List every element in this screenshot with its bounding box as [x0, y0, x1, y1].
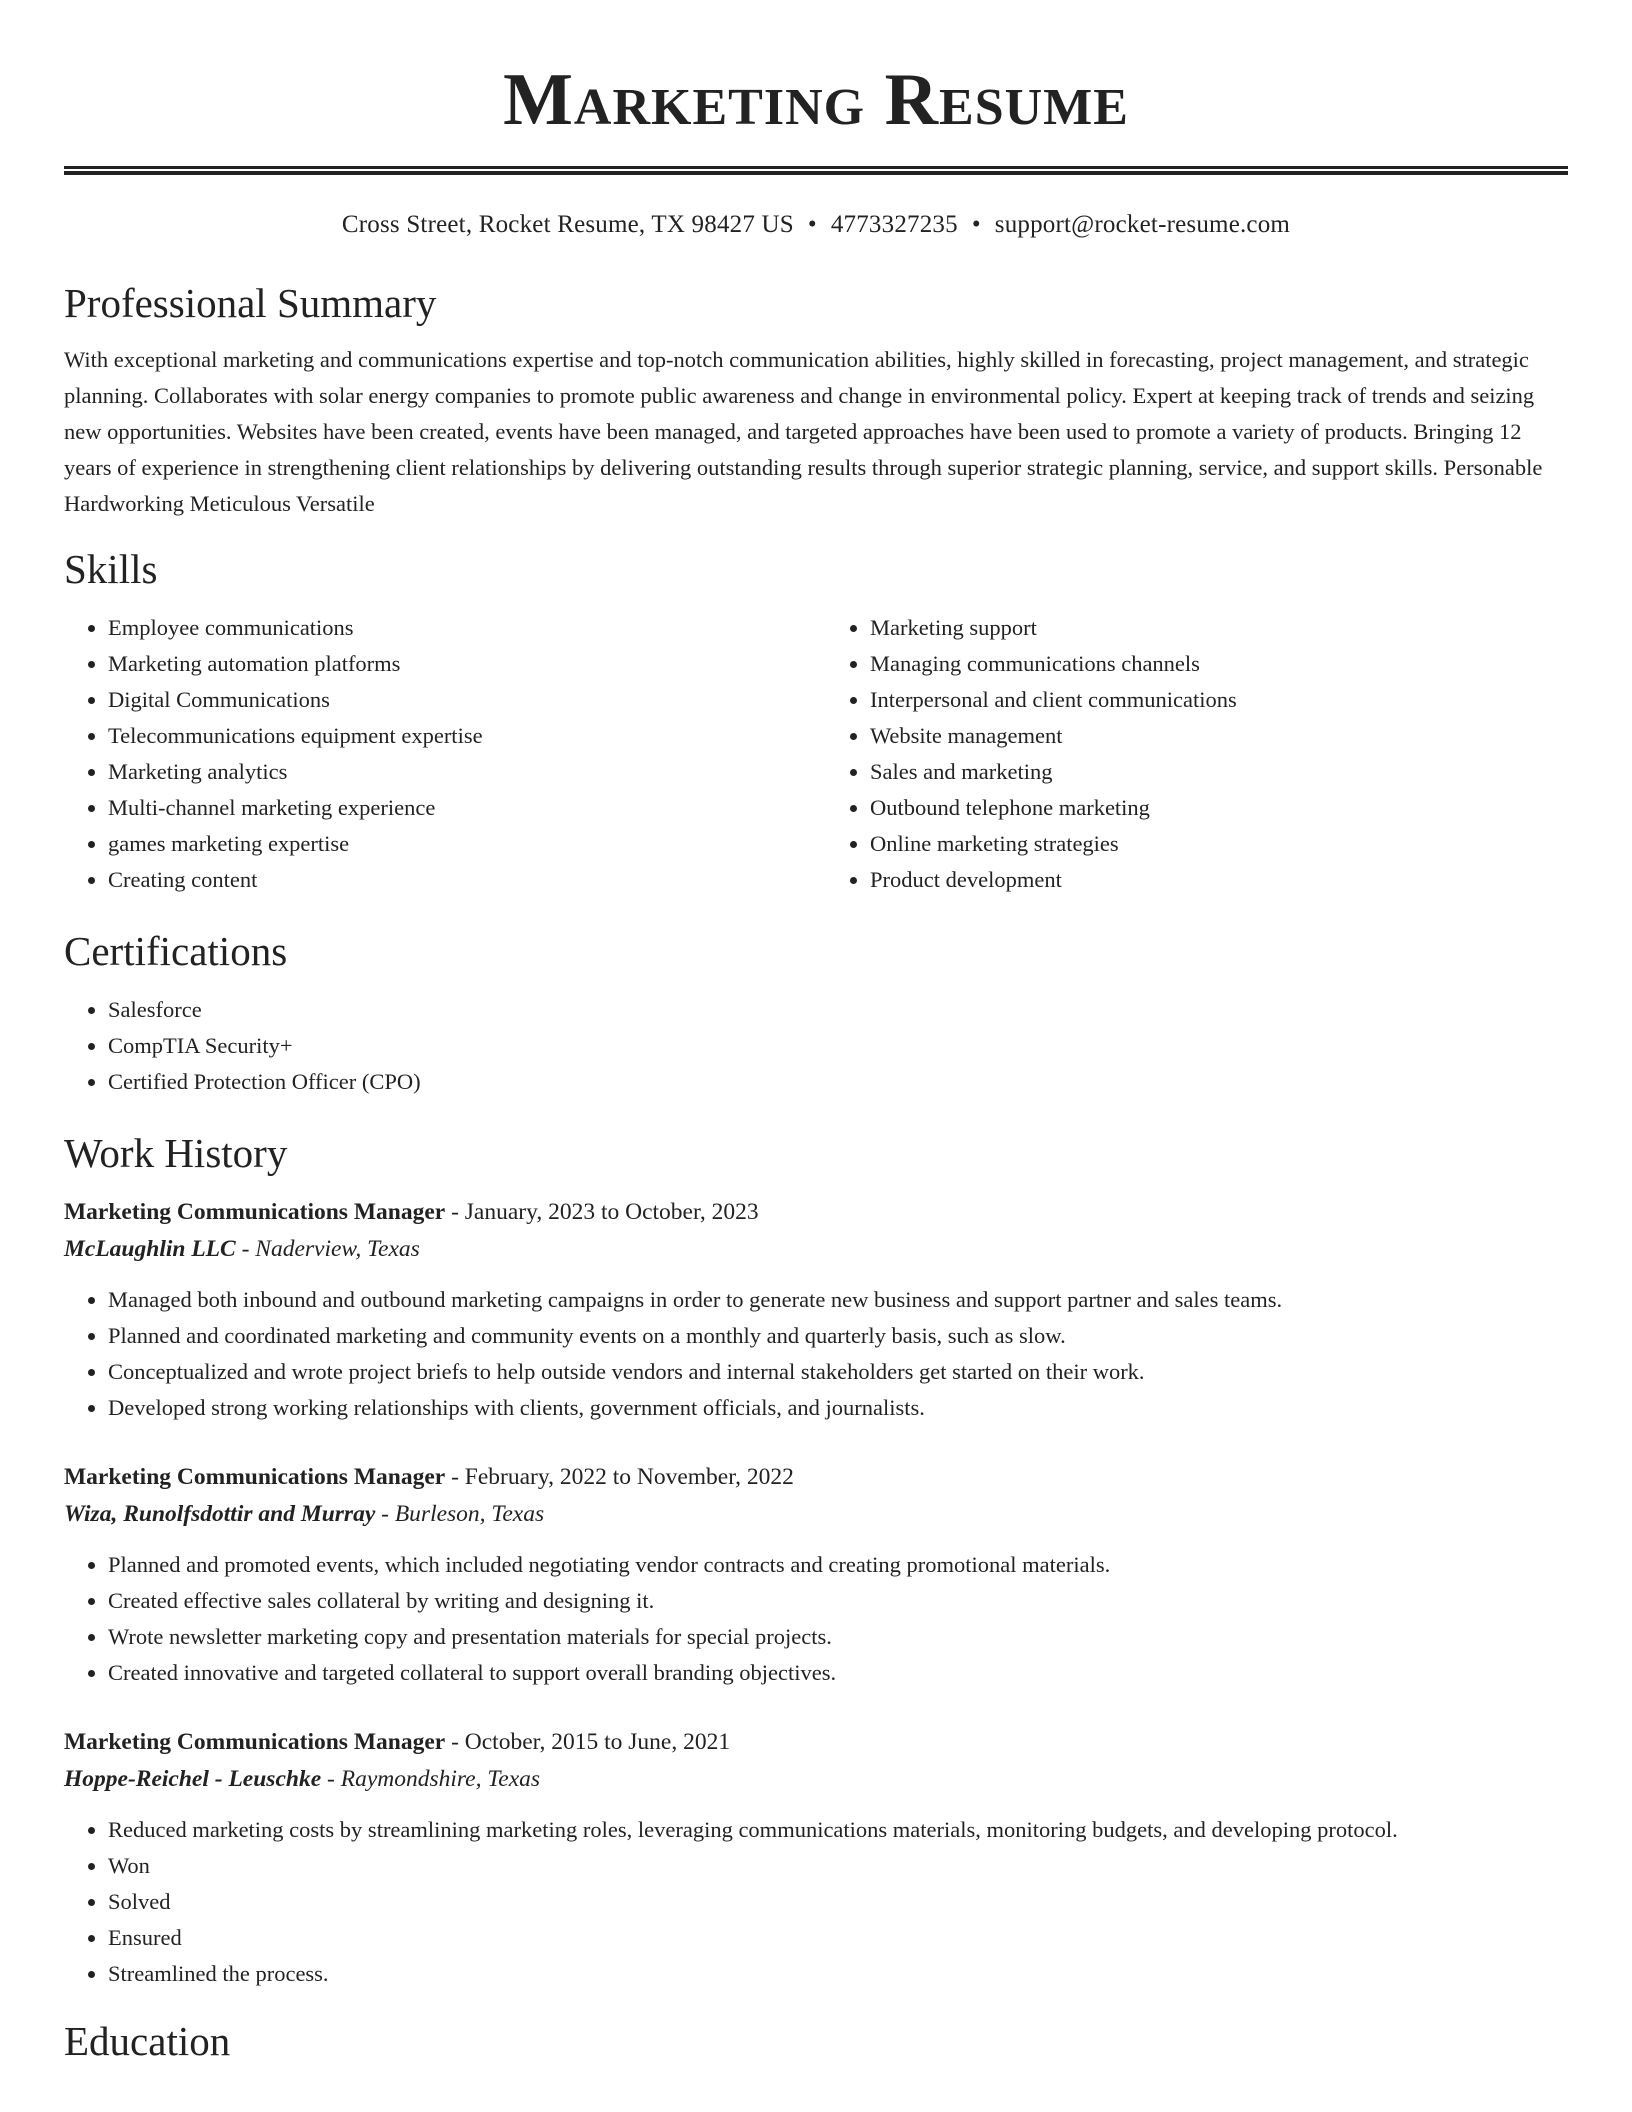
certification-item: • CompTIA Security+: [108, 1028, 1568, 1064]
job-bullet: • Managed both inbound and outbound marketing campaigns in order to generate new business and support partner and sales teams.: [108, 1282, 1568, 1318]
job-entry: [64, 1724, 1568, 1992]
skill-item: • Digital Communications: [108, 682, 806, 718]
skill-item: • Sales and marketing: [870, 754, 1568, 790]
certification-item: • Salesforce: [108, 992, 1568, 1028]
job-bullet: • Streamlined the process.: [108, 1956, 1568, 1992]
skills-list-right: [826, 610, 1568, 898]
job-bullet: • Ensured: [108, 1920, 1568, 1956]
skill-item: • games marketing expertise: [108, 826, 806, 862]
job-entry: [64, 1459, 1568, 1691]
resume-title: Marketing Resume: [503, 59, 1129, 141]
job-bullet: • Planned and promoted events, which included negotiating vendor contracts and creating promotional materials.: [108, 1547, 1568, 1583]
certifications-list: [64, 992, 1568, 1100]
skill-item: • Product development: [870, 862, 1568, 898]
skill-item: • Interpersonal and client communications: [870, 682, 1568, 718]
job-company-line: [64, 1760, 1568, 1798]
job-title-line: [64, 1194, 1568, 1230]
section-heading-education: Education: [64, 2018, 231, 2064]
section-heading-work-history: Work History: [64, 1130, 288, 1176]
job-company: Wiza, Runolfsdottir and Murray: [64, 1501, 376, 1527]
skill-item: • Telecommunications equipment expertise: [108, 718, 806, 754]
section-heading-certifications: Certifications: [64, 928, 288, 974]
contact-separator: •: [971, 211, 981, 238]
skill-item: • Marketing automation platforms: [108, 646, 806, 682]
job-location: - Raymondshire, Texas: [321, 1766, 541, 1792]
skill-item: • Employee communications: [108, 610, 806, 646]
skill-item: • Marketing analytics: [108, 754, 806, 790]
certification-item: • Certified Protection Officer (CPO): [108, 1064, 1568, 1100]
skill-item: • Online marketing strategies: [870, 826, 1568, 862]
job-dates: - October, 2015 to June, 2021: [445, 1729, 731, 1755]
job-location: - Naderview, Texas: [235, 1236, 420, 1262]
job-company: Hoppe-Reichel - Leuschke: [64, 1766, 322, 1792]
job-bullet: • Planned and coordinated marketing and community events on a monthly and quarterly basis, such as slow.: [108, 1318, 1568, 1354]
job-bullet: • Reduced marketing costs by streamlining marketing roles, leveraging communications materials, monitoring budgets, and developing protocol.: [108, 1812, 1568, 1848]
skill-item: • Outbound telephone marketing: [870, 790, 1568, 826]
skill-item: • Multi-channel marketing experience: [108, 790, 806, 826]
contact-phone: 4773327235: [830, 211, 958, 238]
job-bullet: • Won: [108, 1848, 1568, 1884]
job-company-line: [64, 1495, 1568, 1533]
contact-address: Cross Street, Rocket Resume, TX 98427 US: [341, 211, 794, 238]
job-title: Marketing Communications Manager: [64, 1729, 446, 1755]
job-bullets: [64, 1812, 1568, 1992]
contact-separator: •: [807, 211, 817, 238]
job-company: McLaughlin LLC: [64, 1236, 236, 1262]
job-bullets: [64, 1547, 1568, 1691]
contact-email: support@rocket-resume.com: [994, 211, 1291, 238]
job-bullet: • Wrote newsletter marketing copy and presentation materials for special projects.: [108, 1619, 1568, 1655]
job-location: - Burleson, Texas: [375, 1501, 545, 1527]
job-title-line: [64, 1724, 1568, 1760]
job-bullets: [64, 1282, 1568, 1426]
contact-line: [64, 210, 1568, 240]
job-bullet: • Conceptualized and wrote project briefs to help outside vendors and internal stakeholders get started on their work.: [108, 1354, 1568, 1390]
job-dates: - February, 2022 to November, 2022: [445, 1464, 794, 1490]
skill-item: • Creating content: [108, 862, 806, 898]
skill-item: • Managing communications channels: [870, 646, 1568, 682]
section-heading-summary: Professional Summary: [64, 280, 437, 326]
title-double-rule: [64, 166, 1568, 175]
job-company-line: [64, 1230, 1568, 1268]
skills-columns: [64, 610, 1568, 898]
section-heading-skills: Skills: [64, 546, 158, 592]
job-title-line: [64, 1459, 1568, 1495]
resume-page: [64, 0, 1568, 2066]
summary-paragraph: With exceptional marketing and communications expertise and top-notch communication abilities, highly skilled in forecasting, project management, and strategic planning. Collaborates with solar energy companies to promote public awareness and change in environmental policy. Expert at keeping track of trends and seizing new opportunities. Websites have been created, events have been managed, and targeted approaches have been used to promote a variety of products. Bringing 12 years of experience in strengthening client relationships by delivering outstanding results through superior strategic planning, service, and support skills. Personable Hardworking Meticulous Versatile: [64, 347, 1543, 516]
job-bullet: • Created innovative and targeted collateral to support overall branding objectives.: [108, 1655, 1568, 1691]
skill-item: • Website management: [870, 718, 1568, 754]
job-bullet: • Solved: [108, 1884, 1568, 1920]
skill-item: • Marketing support: [870, 610, 1568, 646]
job-bullet: • Developed strong working relationships with clients, government officials, and journalists.: [108, 1390, 1568, 1426]
job-title: Marketing Communications Manager: [64, 1464, 446, 1490]
job-dates: - January, 2023 to October, 2023: [445, 1199, 759, 1225]
job-title: Marketing Communications Manager: [64, 1199, 446, 1225]
job-bullet: • Created effective sales collateral by writing and designing it.: [108, 1583, 1568, 1619]
job-entry: [64, 1194, 1568, 1426]
skills-list-left: [64, 610, 806, 898]
